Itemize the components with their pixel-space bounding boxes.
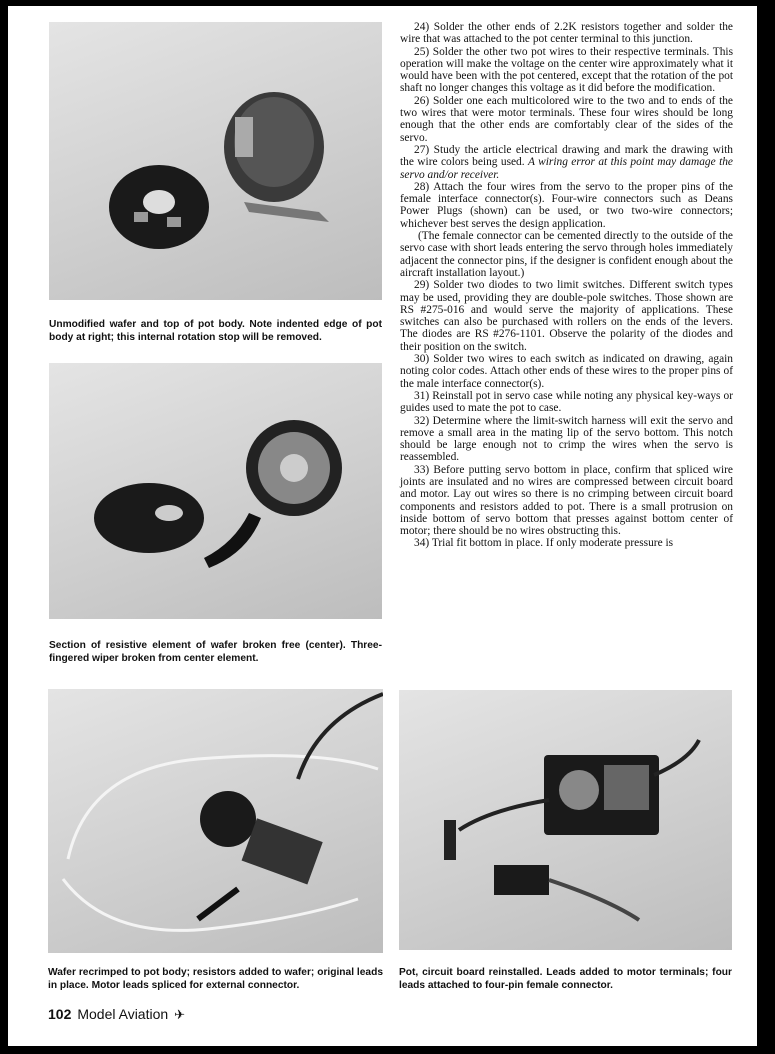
step-28: 28) Attach the four wires from the servo to the proper pins of the female interface connector(s). Four-wire connectors such as Deans Power Plugs (shown) can be used, or two two-wire connectors; whichever best serves the design application.: [400, 180, 733, 230]
photo-resistive-element: [49, 363, 382, 619]
caption-photo4: Pot, circuit board reinstalled. Leads added to motor terminals; four leads attached to four-pin female connector.: [399, 967, 732, 991]
step-32: 32) Determine where the limit-switch harness will exit the servo and remove a small area in the mating lip of the servo bottom. This notch should be large enough not to crimp the wires when the servo is reassembled.: [400, 414, 733, 464]
wafer-pot-illustration: [49, 22, 382, 300]
step-29: 29) Solder two diodes to two limit switches. Different switch types may be used, providing they are double-pole switches. Those shown are RS #275-016 and would serve the majority of applications. These switches can also be purchased with rollers on the ends of the levers. The diodes are RS #276-1101. Observe the polarity of the diodes and their position on the switch.: [400, 279, 733, 353]
resistive-element-illustration: [49, 363, 382, 619]
article-text: [400, 21, 733, 550]
page-footer: [48, 1006, 185, 1023]
photo-pot-circuit-board: [399, 690, 732, 950]
caption-photo1: Unmodified wafer and top of pot body. Note indented edge of pot body at right; this internal rotation stop will be removed.: [49, 319, 382, 343]
airplane-icon: ✈: [174, 1007, 186, 1022]
step-27-text: 27) Study the article electrical drawing and mark the drawing with the wire colors being used.: [400, 143, 733, 169]
wafer-recrimped-illustration: [48, 689, 383, 953]
step-34: 34) Trial fit bottom in place. If only moderate pressure is: [414, 537, 674, 550]
photo-wafer-and-pot-body: [49, 22, 382, 300]
step-27-warning: A wiring error at this point may damage the servo and/or receiver.: [400, 156, 733, 181]
step-26: 26) Solder one each multicolored wire to the two and to ends of the two wires that were motor terminals. These four wires should be long enough that the other ends are comfortably clear of the sides of the servo.: [400, 94, 733, 144]
step-28-note: (The female connector can be cemented directly to the outside of the servo case with short leads entering the servo through holes immediately adjacent the connector pins, if the designer is confident enough about the aircraft installation layout.): [400, 230, 733, 279]
magazine-page: [8, 6, 757, 1046]
step-30: 30) Solder two wires to each switch as indicated on drawing, again noting color codes. Attach other ends of these wires to the proper pins of the male interface connector(s).: [400, 353, 733, 390]
step-27: [400, 144, 733, 181]
step-24: 24) Solder the other ends of 2.2K resistors together and solder the wire that was attached to the pot center terminal to this junction.: [400, 21, 733, 46]
caption-photo2: Section of resistive element of wafer broken free (center). Three-fingered wiper broken from center element.: [49, 640, 382, 664]
page-number: 102: [48, 1006, 72, 1022]
step-25: 25) Solder the other two pot wires to their respective terminals. This operation will make the voltage on the center wire approximately what it would have been with the pot centered, except that the rotation of the pot shaft no longer changes this voltage as it did before the modification.: [400, 45, 733, 95]
pot-circuit-board-illustration: [399, 690, 732, 950]
photo-wafer-recrimped: [48, 689, 383, 953]
step-33: 33) Before putting servo bottom in place, confirm that spliced wire joints are insulated and no wires are compressed between circuit board and motor. Lay out wires so there is no crimping between circuit board components and resistors added to pot. There is a small protrusion on inside bottom of servo bottom that presses against bottom center of motor; there should be no wires obstructing this.: [400, 463, 733, 538]
step-31: 31) Reinstall pot in servo case while noting any physical key-ways or guides used to mate the pot to case.: [400, 389, 733, 415]
caption-photo3: Wafer recrimped to pot body; resistors added to wafer; original leads in place. Motor leads spliced for external connector.: [48, 967, 383, 991]
magazine-name: Model Aviation: [77, 1006, 169, 1022]
